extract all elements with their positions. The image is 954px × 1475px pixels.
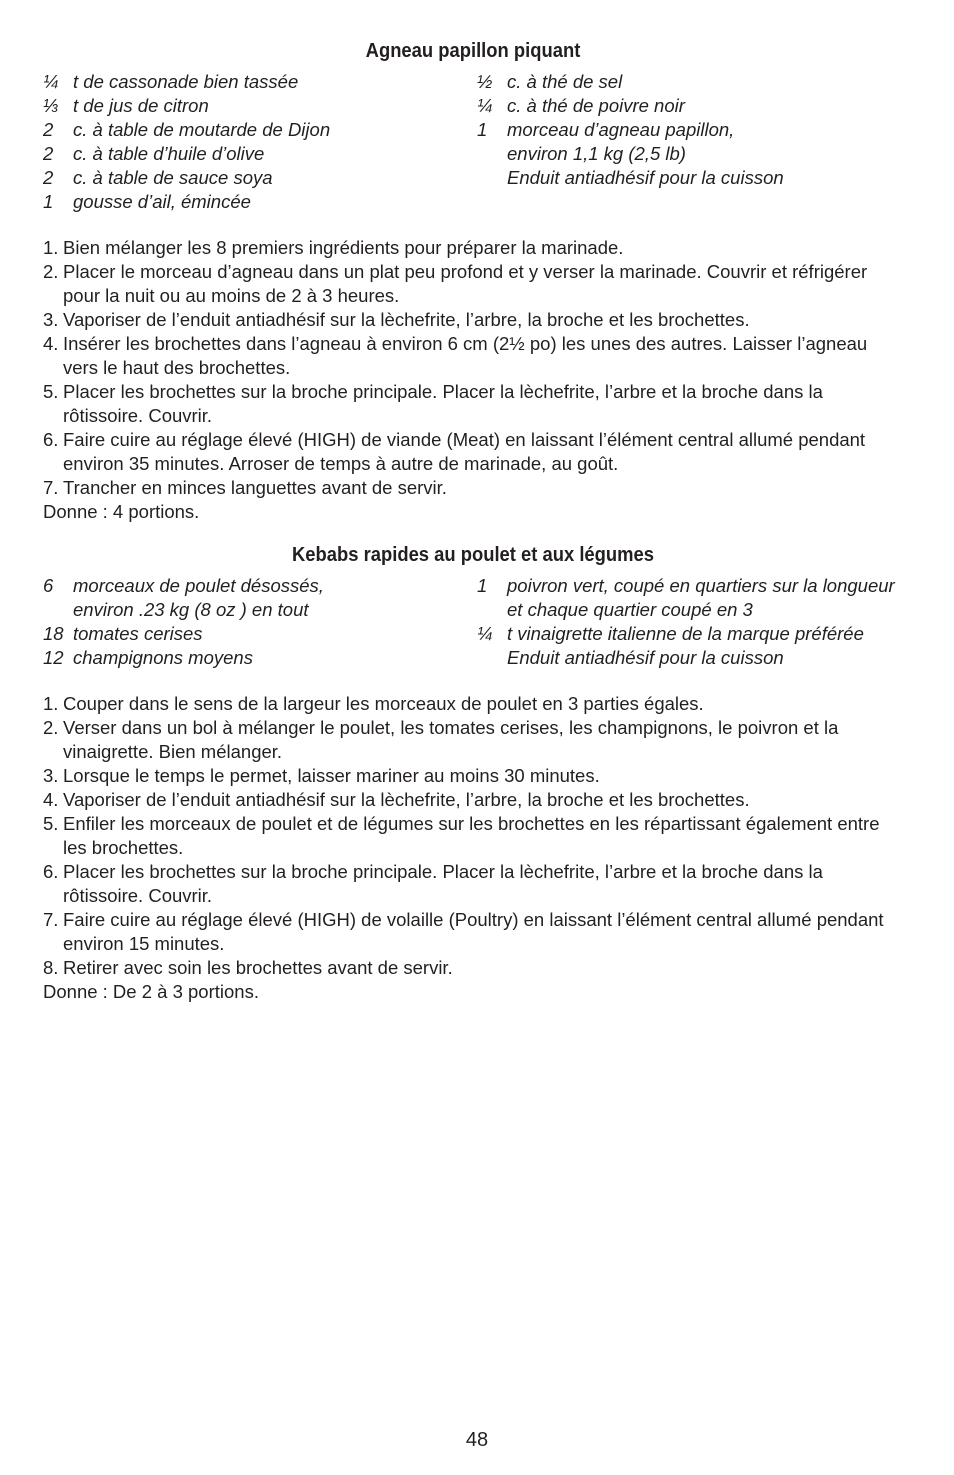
ingredient-column-left: [43, 70, 477, 214]
ingredient-qty: 1: [43, 191, 54, 212]
step-text: Trancher en minces languettes avant de servir.: [63, 477, 447, 498]
step-number: 1.: [43, 693, 59, 714]
step-item: [43, 236, 903, 260]
recipe-page: [43, 36, 903, 1004]
ingredient-item: [477, 94, 903, 118]
step-text: Insérer les brochettes dans l’agneau à environ 6 cm (2½ po) les unes des autres. Laisser l’agneau vers le haut des brochettes.: [63, 333, 868, 378]
ingredient-item: [43, 622, 477, 646]
ingredient-qty: [477, 646, 507, 670]
ingredient-qty: 2: [43, 167, 54, 188]
ingredient-text: t vinaigrette italienne de la marque préférée: [507, 623, 864, 644]
ingredient-qty: 2: [43, 143, 54, 164]
recipe-agneau: [43, 36, 903, 524]
step-item: [43, 956, 903, 980]
step-text: Couper dans le sens de la largeur les morceaux de poulet en 3 parties égales.: [63, 693, 704, 714]
ingredient-qty: [477, 166, 507, 190]
ingredient-text: t de cassonade bien tassée: [73, 71, 299, 92]
ingredient-item: [43, 166, 477, 190]
ingredient-item: [43, 94, 477, 118]
ingredient-item: [43, 190, 477, 214]
step-item: [43, 380, 903, 428]
ingredient-list: [43, 574, 903, 670]
ingredient-qty: 6: [43, 575, 54, 596]
ingredient-qty: ¼: [43, 71, 59, 92]
step-item: [43, 812, 903, 860]
step-item: [43, 764, 903, 788]
step-number: 2.: [43, 261, 59, 282]
step-number: 3.: [43, 309, 59, 330]
ingredient-text: c. à thé de poivre noir: [507, 95, 685, 116]
step-list: [43, 236, 903, 500]
ingredient-text: Enduit antiadhésif pour la cuisson: [507, 647, 784, 668]
recipe-title: Kebabs rapides au poulet et aux légumes: [292, 544, 654, 566]
ingredient-qty: 2: [43, 119, 54, 140]
ingredient-item: [477, 622, 903, 646]
ingredient-text: champignons moyens: [73, 647, 253, 668]
step-number: 5.: [43, 381, 59, 402]
ingredient-text: morceau d’agneau papillon, environ 1,1 kg (2,5 lb): [507, 119, 735, 164]
ingredient-text: c. à thé de sel: [507, 71, 623, 92]
step-text: Faire cuire au réglage élevé (HIGH) de volaille (Poultry) en laissant l’élément central allumé pendant environ 15 minutes.: [63, 909, 884, 954]
step-text: Faire cuire au réglage élevé (HIGH) de viande (Meat) en laissant l’élément central allumé pendant environ 35 minutes. Arroser de temps à autre de marinade, au goût.: [63, 429, 866, 474]
ingredient-qty: 1: [477, 119, 488, 140]
ingredient-item: [43, 646, 477, 670]
step-number: 3.: [43, 765, 59, 786]
ingredient-item: [477, 70, 903, 94]
ingredient-item: [477, 166, 903, 190]
step-item: [43, 332, 903, 380]
step-text: Placer les brochettes sur la broche principale. Placer la lèchefrite, l’arbre et la broche dans la rôtissoire. Couvrir.: [63, 861, 823, 906]
step-item: [43, 860, 903, 908]
ingredient-column-left: [43, 574, 477, 670]
step-item: [43, 308, 903, 332]
step-number: 6.: [43, 861, 59, 882]
ingredient-qty: 1: [477, 575, 488, 596]
recipe-yield: Donne : 4 portions.: [43, 501, 200, 522]
ingredient-list: [43, 70, 903, 214]
step-item: [43, 908, 903, 956]
step-item: [43, 716, 903, 764]
ingredient-text: Enduit antiadhésif pour la cuisson: [507, 167, 784, 188]
step-number: 8.: [43, 957, 59, 978]
ingredient-qty: ¼: [477, 95, 493, 116]
ingredient-text: t de jus de citron: [73, 95, 209, 116]
ingredient-item: [43, 70, 477, 94]
step-text: Enfiler les morceaux de poulet et de légumes sur les brochettes en les répartissant également entre les brochettes.: [63, 813, 880, 858]
step-number: 4.: [43, 333, 59, 354]
ingredient-qty: ½: [477, 71, 493, 92]
ingredient-item: [43, 574, 477, 622]
step-text: Retirer avec soin les brochettes avant de servir.: [63, 957, 453, 978]
ingredient-column-right: [477, 574, 903, 670]
ingredient-text: c. à table d’huile d’olive: [73, 143, 265, 164]
ingredient-item: [43, 142, 477, 166]
ingredient-qty: 12: [43, 647, 64, 668]
ingredient-qty: ¼: [477, 623, 493, 644]
ingredient-text: c. à table de sauce soya: [73, 167, 273, 188]
step-text: Lorsque le temps le permet, laisser mariner au moins 30 minutes.: [63, 765, 600, 786]
step-number: 2.: [43, 717, 59, 738]
ingredient-text: poivron vert, coupé en quartiers sur la longueur et chaque quartier coupé en 3: [507, 575, 895, 620]
step-text: Vaporiser de l’enduit antiadhésif sur la lèchefrite, l’arbre, la broche et les brochettes.: [63, 789, 750, 810]
ingredient-item: [43, 118, 477, 142]
step-number: 5.: [43, 813, 59, 834]
ingredient-qty: 18: [43, 623, 64, 644]
step-number: 6.: [43, 429, 59, 450]
recipe-kebabs: [43, 540, 903, 1004]
ingredient-item: [477, 574, 903, 622]
step-number: 1.: [43, 237, 59, 258]
ingredient-text: c. à table de moutarde de Dijon: [73, 119, 331, 140]
step-number: 7.: [43, 477, 59, 498]
step-item: [43, 788, 903, 812]
step-number: 4.: [43, 789, 59, 810]
step-item: [43, 476, 903, 500]
ingredient-qty: ⅓: [43, 95, 59, 116]
step-item: [43, 692, 903, 716]
step-text: Placer les brochettes sur la broche principale. Placer la lèchefrite, l’arbre et la broche dans la rôtissoire. Couvrir.: [63, 381, 823, 426]
recipe-yield: Donne : De 2 à 3 portions.: [43, 981, 259, 1002]
step-text: Bien mélanger les 8 premiers ingrédients pour préparer la marinade.: [63, 237, 624, 258]
step-item: [43, 428, 903, 476]
ingredient-item: [477, 118, 903, 166]
ingredient-text: morceaux de poulet désossés, environ .23 kg (8 oz ) en tout: [73, 575, 324, 620]
section-divider: [43, 524, 903, 540]
ingredient-column-right: [477, 70, 903, 214]
ingredient-text: gousse d’ail, émincée: [73, 191, 251, 212]
step-text: Vaporiser de l’enduit antiadhésif sur la lèchefrite, l’arbre, la broche et les brochettes.: [63, 309, 750, 330]
step-text: Placer le morceau d’agneau dans un plat peu profond et y verser la marinade. Couvrir et réfrigérer pour la nuit ou au moins de 2 à 3 heures.: [63, 261, 868, 306]
step-text: Verser dans un bol à mélanger le poulet, les tomates cerises, les champignons, le poivron et la vinaigrette. Bien mélanger.: [63, 717, 839, 762]
ingredient-text: tomates cerises: [73, 623, 203, 644]
recipe-title: Agneau papillon piquant: [365, 40, 581, 62]
step-list: [43, 692, 903, 980]
ingredient-item: [477, 646, 903, 670]
step-item: [43, 260, 903, 308]
page-number: 48: [465, 1429, 489, 1451]
step-number: 7.: [43, 909, 59, 930]
